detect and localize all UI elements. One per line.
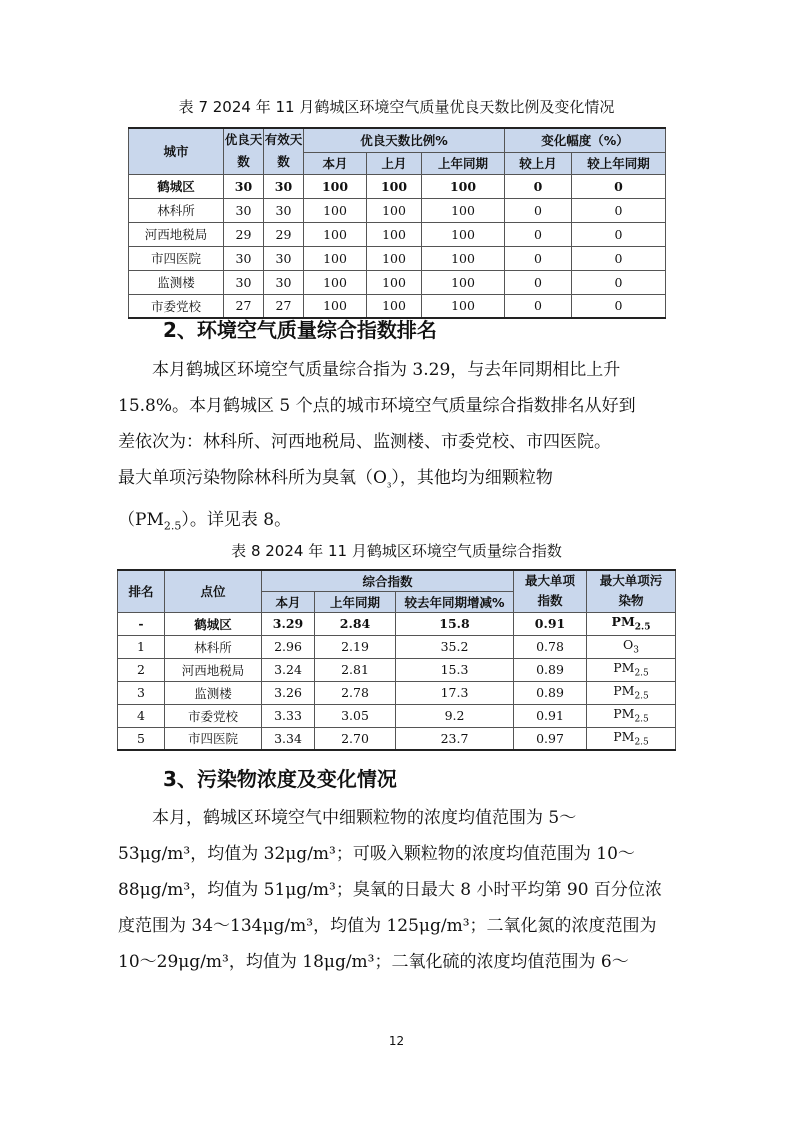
cell-site: 鹤城区 bbox=[165, 612, 262, 635]
cell: 0.89 bbox=[514, 658, 587, 681]
table-row bbox=[118, 658, 676, 681]
cell: 3.33 bbox=[262, 704, 315, 727]
cell: 9.2 bbox=[396, 704, 514, 727]
cell: 0 bbox=[505, 222, 572, 246]
cell-city: 市委党校 bbox=[129, 294, 224, 318]
paragraph-section-3 bbox=[118, 800, 674, 980]
cell: 100 bbox=[422, 294, 505, 318]
cell: 29 bbox=[224, 222, 264, 246]
table-7-caption: 表 7 2024 年 11 月鹤城区环境空气质量优良天数比例及变化情况 bbox=[178, 98, 615, 116]
text-line: 53μg/m³，均值为 32μg/m³；可吸入颗粒物的浓度均值范围为 10～ bbox=[118, 844, 635, 864]
cell: 27 bbox=[264, 294, 304, 318]
col-header-vs-last-month: 较上月 bbox=[505, 152, 572, 174]
cell-pollutant: $PM_{2.5}$ bbox=[587, 658, 676, 681]
cell: 0.97 bbox=[514, 727, 587, 750]
paragraph-section-2 bbox=[118, 352, 674, 545]
cell: 30 bbox=[264, 246, 304, 270]
cell-rank: 1 bbox=[118, 635, 165, 658]
cell-rank: 4 bbox=[118, 704, 165, 727]
cell: 30 bbox=[224, 198, 264, 222]
cell-site: 林科所 bbox=[165, 635, 262, 658]
text-line: 度范围为 34～134μg/m³，均值为 125μg/m³；二氧化氮的浓度范围为 bbox=[118, 916, 657, 936]
cell: 100 bbox=[304, 270, 367, 294]
col-group-ratio: 优良天数比例% bbox=[304, 128, 505, 152]
table-8-caption: 表 8 2024 年 11 月鹤城区环境空气质量综合指数 bbox=[231, 542, 562, 560]
cell: 0.89 bbox=[514, 681, 587, 704]
col-header-valid-days: 有效天数 bbox=[264, 128, 304, 174]
section-heading-3: 3、污染物浓度及变化情况 bbox=[163, 767, 397, 791]
cell: 29 bbox=[264, 222, 304, 246]
col-header-change: 较去年同期增减% bbox=[396, 591, 514, 612]
text-line: 10～29μg/m³，均值为 18μg/m³；二氧化硫的浓度均值范围为 6～ bbox=[118, 952, 629, 972]
col-header-last-year: 上年同期 bbox=[422, 152, 505, 174]
cell: 100 bbox=[422, 246, 505, 270]
cell: 100 bbox=[422, 198, 505, 222]
cell: 0 bbox=[572, 174, 666, 198]
col-header-this-month: 本月 bbox=[262, 591, 315, 612]
cell: 100 bbox=[304, 246, 367, 270]
cell: 17.3 bbox=[396, 681, 514, 704]
cell-rank: 2 bbox=[118, 658, 165, 681]
cell: 2.70 bbox=[315, 727, 396, 750]
cell: 0 bbox=[505, 294, 572, 318]
col-group-change: 变化幅度（%） bbox=[505, 128, 666, 152]
cell: 27 bbox=[224, 294, 264, 318]
table-row bbox=[129, 270, 666, 294]
cell: 2.78 bbox=[315, 681, 396, 704]
col-header-city: 城市 bbox=[129, 128, 224, 174]
cell: 100 bbox=[367, 174, 422, 198]
cell: 0 bbox=[572, 198, 666, 222]
col-header-max-pollutant: 最大单项污染物 bbox=[587, 570, 676, 612]
cell-pollutant: $PM_{2.5}$ bbox=[587, 704, 676, 727]
cell: 15.3 bbox=[396, 658, 514, 681]
cell: 3.24 bbox=[262, 658, 315, 681]
cell: 100 bbox=[304, 174, 367, 198]
cell: 0 bbox=[505, 270, 572, 294]
cell: 0 bbox=[572, 294, 666, 318]
cell: 100 bbox=[304, 222, 367, 246]
cell: 0 bbox=[572, 270, 666, 294]
text-line: $(PM_{2.5})$。详见表 8。 bbox=[118, 510, 292, 533]
cell-site: 河西地税局 bbox=[165, 658, 262, 681]
cell: 0.91 bbox=[514, 612, 587, 635]
cell-rank: 3 bbox=[118, 681, 165, 704]
cell-pollutant: $PM_{2.5}$ bbox=[587, 612, 676, 635]
cell: 30 bbox=[264, 198, 304, 222]
col-header-last-month: 上月 bbox=[367, 152, 422, 174]
table-row bbox=[129, 246, 666, 270]
cell: 15.8 bbox=[396, 612, 514, 635]
cell: 0 bbox=[505, 174, 572, 198]
section-heading-2: 2、环境空气质量综合指数排名 bbox=[163, 318, 437, 342]
col-header-max-index: 最大单项指数 bbox=[514, 570, 587, 612]
cell: 3.05 bbox=[315, 704, 396, 727]
cell: 3.34 bbox=[262, 727, 315, 750]
cell-city: 市四医院 bbox=[129, 246, 224, 270]
cell-city: 监测楼 bbox=[129, 270, 224, 294]
col-group-index: 综合指数 bbox=[262, 570, 514, 591]
table-row bbox=[118, 612, 676, 635]
cell-pollutant: $PM_{2.5}$ bbox=[587, 727, 676, 750]
table-row bbox=[129, 174, 666, 198]
cell: 2.96 bbox=[262, 635, 315, 658]
table-row bbox=[118, 727, 676, 750]
cell: 0 bbox=[572, 246, 666, 270]
col-header-good-days: 优良天数 bbox=[224, 128, 264, 174]
cell: 100 bbox=[367, 270, 422, 294]
col-header-this-month: 本月 bbox=[304, 152, 367, 174]
text-line: 本月，鹤城区环境空气中细颗粒物的浓度均值范围为 5～ bbox=[152, 808, 577, 828]
text-line: 88μg/m³，均值为 51μg/m³；臭氧的日最大 8 小时平均第 90 百分位浓 bbox=[118, 880, 662, 900]
table-row bbox=[118, 635, 676, 658]
cell: 0 bbox=[572, 222, 666, 246]
cell: 3.29 bbox=[262, 612, 315, 635]
cell: 100 bbox=[367, 198, 422, 222]
cell: 35.2 bbox=[396, 635, 514, 658]
cell: 100 bbox=[304, 198, 367, 222]
col-header-vs-last-year: 较上年同期 bbox=[572, 152, 666, 174]
cell: 30 bbox=[224, 270, 264, 294]
cell: 0 bbox=[505, 198, 572, 222]
cell: 100 bbox=[367, 222, 422, 246]
table-7 bbox=[128, 127, 666, 319]
table-8 bbox=[117, 569, 676, 751]
col-header-site: 点位 bbox=[165, 570, 262, 612]
cell-rank: 5 bbox=[118, 727, 165, 750]
cell: 30 bbox=[224, 174, 264, 198]
text-line: 本月鹤城区环境空气质量综合指为 3.29，与去年同期相比上升 bbox=[152, 360, 621, 380]
col-header-rank: 排名 bbox=[118, 570, 165, 612]
cell-city: 鹤城区 bbox=[129, 174, 224, 198]
cell-site: 市委党校 bbox=[165, 704, 262, 727]
table-row bbox=[129, 198, 666, 222]
cell-city: 河西地税局 bbox=[129, 222, 224, 246]
cell: 100 bbox=[304, 294, 367, 318]
cell-city: 林科所 bbox=[129, 198, 224, 222]
cell: 0.91 bbox=[514, 704, 587, 727]
cell: 30 bbox=[264, 174, 304, 198]
cell: 2.84 bbox=[315, 612, 396, 635]
page-number: 12 bbox=[388, 1034, 405, 1048]
cell: 100 bbox=[422, 174, 505, 198]
cell: 2.19 bbox=[315, 635, 396, 658]
cell: 30 bbox=[224, 246, 264, 270]
cell: 100 bbox=[367, 294, 422, 318]
table-row bbox=[118, 704, 676, 727]
cell-rank: - bbox=[118, 612, 165, 635]
table-row bbox=[118, 681, 676, 704]
table-row bbox=[129, 222, 666, 246]
cell-pollutant: $PM_{2.5}$ bbox=[587, 681, 676, 704]
cell: 2.81 bbox=[315, 658, 396, 681]
cell: 30 bbox=[264, 270, 304, 294]
cell: 3.26 bbox=[262, 681, 315, 704]
col-header-last-year: 上年同期 bbox=[315, 591, 396, 612]
text-line: 15.8%。本月鹤城区 5 个点的城市环境空气质量综合指数排名从好到 bbox=[118, 396, 636, 416]
cell: 100 bbox=[367, 246, 422, 270]
cell: 0.78 bbox=[514, 635, 587, 658]
text-line: 最大单项污染物除林科所为臭氧$(O_{_3})$，其他均为细颗粒物 bbox=[118, 468, 553, 491]
cell-site: 市四医院 bbox=[165, 727, 262, 750]
cell: 100 bbox=[422, 222, 505, 246]
cell-site: 监测楼 bbox=[165, 681, 262, 704]
text-line: 差依次为：林科所、河西地税局、监测楼、市委党校、市四医院。 bbox=[118, 432, 611, 452]
cell: 0 bbox=[505, 246, 572, 270]
cell: 100 bbox=[422, 270, 505, 294]
cell-pollutant: $O_3$ bbox=[587, 635, 676, 658]
cell: 23.7 bbox=[396, 727, 514, 750]
